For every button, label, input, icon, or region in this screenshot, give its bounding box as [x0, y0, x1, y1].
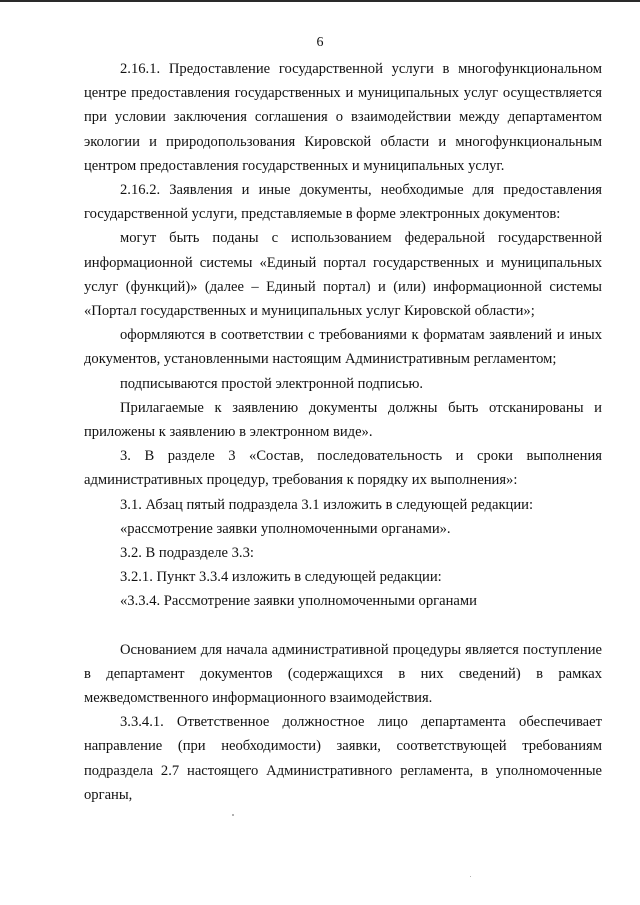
paragraph-section-3: 3. В разделе 3 «Состав, последовательность и сроки выполнения административных процедур, требования к порядку их выполнения»:: [84, 448, 602, 489]
scan-speck: [470, 876, 471, 877]
paragraph-3-3-4-heading: «3.3.4. Рассмотрение заявки уполномоченными органами: [120, 593, 477, 610]
page-number: 6: [316, 35, 324, 50]
scan-speck: [232, 814, 234, 816]
paragraph-3-1: 3.1. Абзац пятый подраздела 3.1 изложить в следующей редакции:: [120, 496, 534, 513]
document-body: [84, 57, 602, 807]
paragraph-electronic-signature: подписываются простой электронной подписью.: [120, 375, 424, 392]
paragraph-procedure-basis: Основанием для начала административной процедуры является поступление в департамент документов (содержащихся в них сведений) в рамках межведомственного информационного взаимодействия.: [84, 641, 602, 707]
paragraph-2-16-1: 2.16.1. Предоставление государственной услуги в многофункциональном центре предоставления государственных и муниципальных услуг осуществляется при условии заключения соглашения о взаимодействии между департаментом экологии и природопользования Кировской области и многофункциональным центром предоставления государственных и муниципальных услуг.: [84, 61, 602, 174]
paragraph-attached-documents: Прилагаемые к заявлению документы должны быть отсканированы и приложены к заявлению в электронном виде».: [84, 399, 602, 441]
page-top-border: [0, 0, 640, 2]
paragraph-3-2-1: 3.2.1. Пункт 3.3.4 изложить в следующей редакции:: [120, 569, 442, 586]
paragraph-3-1-quote: «рассмотрение заявки уполномоченными органами».: [120, 520, 451, 537]
paragraph-3-3-4-1: 3.3.4.1. Ответственное должностное лицо департамента обеспечивает направление (при необходимости) заявки, соответствующей требованиям подраздела 2.7 настоящего Административного регламента, в уполномоченные органы,: [84, 714, 602, 803]
paragraph-2-16-2: 2.16.2. Заявления и иные документы, необходимые для предоставления государственной услуги, представляемые в форме электронных документов:: [84, 182, 602, 223]
paragraph-submission-method: могут быть поданы с использованием федеральной государственной информационной системы «Единый портал государственных и муниципальных услуг (функций)» (далее – Единый портал) и (или) информационной системы «Портал государственных и муниципальных услуг Кировской области»;: [84, 230, 602, 320]
paragraph-format-requirements: оформляются в соответствии с требованиями к форматам заявлений и иных документов, установленными настоящим Административным регламентом;: [84, 327, 602, 368]
paragraph-3-2: 3.2. В подразделе 3.3:: [120, 545, 254, 562]
